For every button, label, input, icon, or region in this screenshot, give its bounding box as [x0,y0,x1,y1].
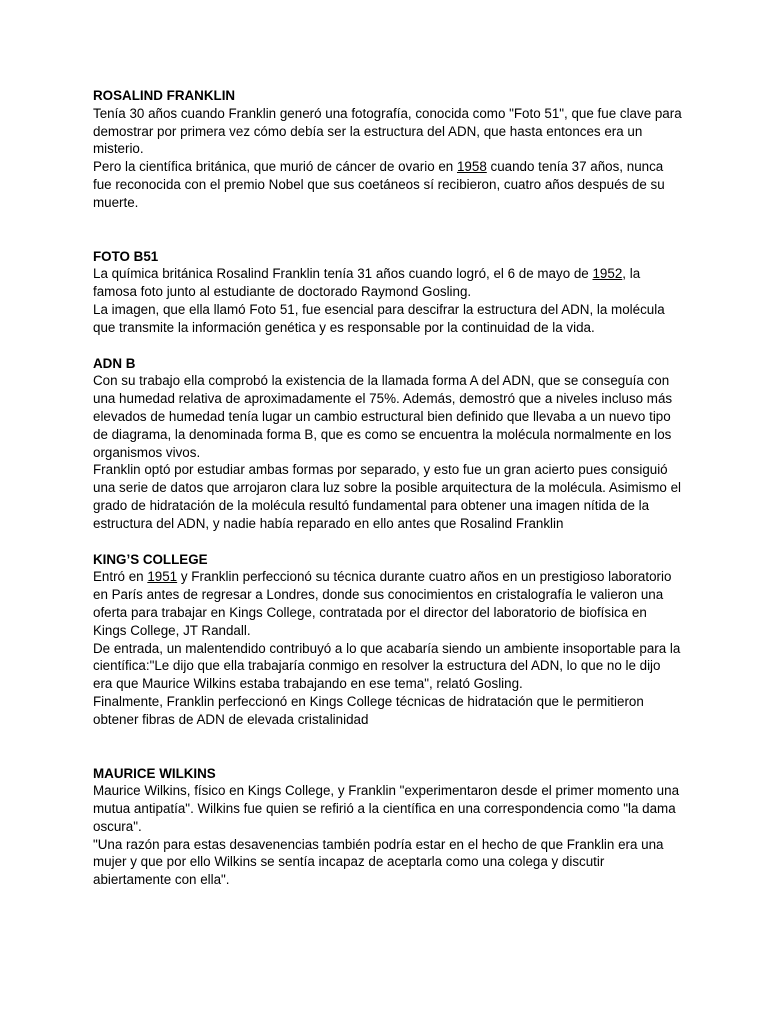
section-heading: ADN B [93,355,136,371]
section-heading: KING’S COLLEGE [93,551,208,567]
year-link[interactable]: 1952 [592,266,623,282]
document-page [93,87,683,889]
section-heading: ROSALIND FRANKLIN [93,88,236,103]
spacer [93,212,683,248]
spacer [93,533,683,551]
paragraph: "Una razón para estas desavenencias también podría estar en el hecho de que Franklin era una mujer y que por ello Wilkins se sentía incapaz de aceptarla como una colega y discutir abiertamente con ella". [93,836,664,888]
paragraph: Finalmente, Franklin perfeccionó en Kings College técnicas de hidratación que le permitieron obtener fibras de ADN de elevada cristalinidad [93,693,644,727]
paragraph: La imagen, que ella llamó Foto 51, fue esencial para descifrar la estructura del ADN, la molécula que transmite la información genética y es responsable por la continuidad de la vida. [93,301,665,335]
paragraph: Pero la científica británica, que murió de cáncer de ovario en 1958 cuando tenía 37 años, nunca fue reconocida con el premio Nobel que sus coetáneos sí recibieron, cuatro años después de su muerte. [93,159,665,210]
paragraph: Maurice Wilkins, físico en Kings College, y Franklin "experimentaron desde el primer momento una mutua antipatía". Wilkins fue quien se refirió a la científica en una correspondencia como "la dama oscura". [93,783,680,834]
paragraph: Con su trabajo ella comprobó la existencia de la llamada forma A del ADN, que se conseguía con una humedad relativa de aproximadamente el 75%. Además, demostró que a niveles incluso más elevados de humedad tenía lugar un cambio estructural bien definido que llevaba a un nuevo tipo de diagrama, la denominada forma B, que es como se encuentra la molécula normalmente en los organismos vivos. [93,373,673,460]
spacer [93,337,683,355]
section-heading: FOTO B51 [93,248,159,264]
paragraph: Tenía 30 años cuando Franklin generó una fotografía, conocida como "Foto 51", que fue clave para demostrar por primera vez cómo debía ser la estructura del ADN, que hasta entonces era un misterio. [93,105,682,157]
paragraph: Franklin optó por estudiar ambas formas por separado, y esto fue un gran acierto pues consiguió una serie de datos que arrojaron clara luz sobre la posible arquitectura de la molécula. Asimismo el grado de hidratación de la molécula resultó fundamental para obtener una imagen nítida de la estructura del ADN, y nadie había reparado en ello antes que Rosalind Franklin [93,462,682,531]
paragraph: La química británica Rosalind Franklin tenía 31 años cuando logró, el 6 de mayo de 1952, la famosa foto junto al estudiante de doctorado Raymond Gosling. [93,266,641,300]
year-link[interactable]: 1958 [456,159,487,175]
spacer [93,729,683,765]
year-link[interactable]: 1951 [147,569,178,585]
paragraph: De entrada, un malentendido contribuyó a lo que acabaría siendo un ambiente insoportable para la científica:"Le dijo que ella trabajaría conmigo en resolver la estructura del ADN, lo que no le dijo era que Maurice Wilkins estaba trabajando en ese tema", relató Gosling. [93,640,681,692]
section-rosalind-franklin [93,87,683,212]
section-kings-college [93,551,683,729]
section-adn-b [93,355,683,533]
paragraph: Entró en 1951 y Franklin perfeccionó su técnica durante cuatro años en un prestigioso laboratorio en París antes de regresar a Londres, donde sus conocimientos en cristalografía le valieron una oferta para trabajar en Kings College, contratada por el director del laboratorio de biofísica en Kings College, JT Randall. [93,569,672,638]
section-foto-b51 [93,248,683,337]
section-heading: MAURICE WILKINS [93,765,216,781]
section-maurice-wilkins [93,765,683,890]
